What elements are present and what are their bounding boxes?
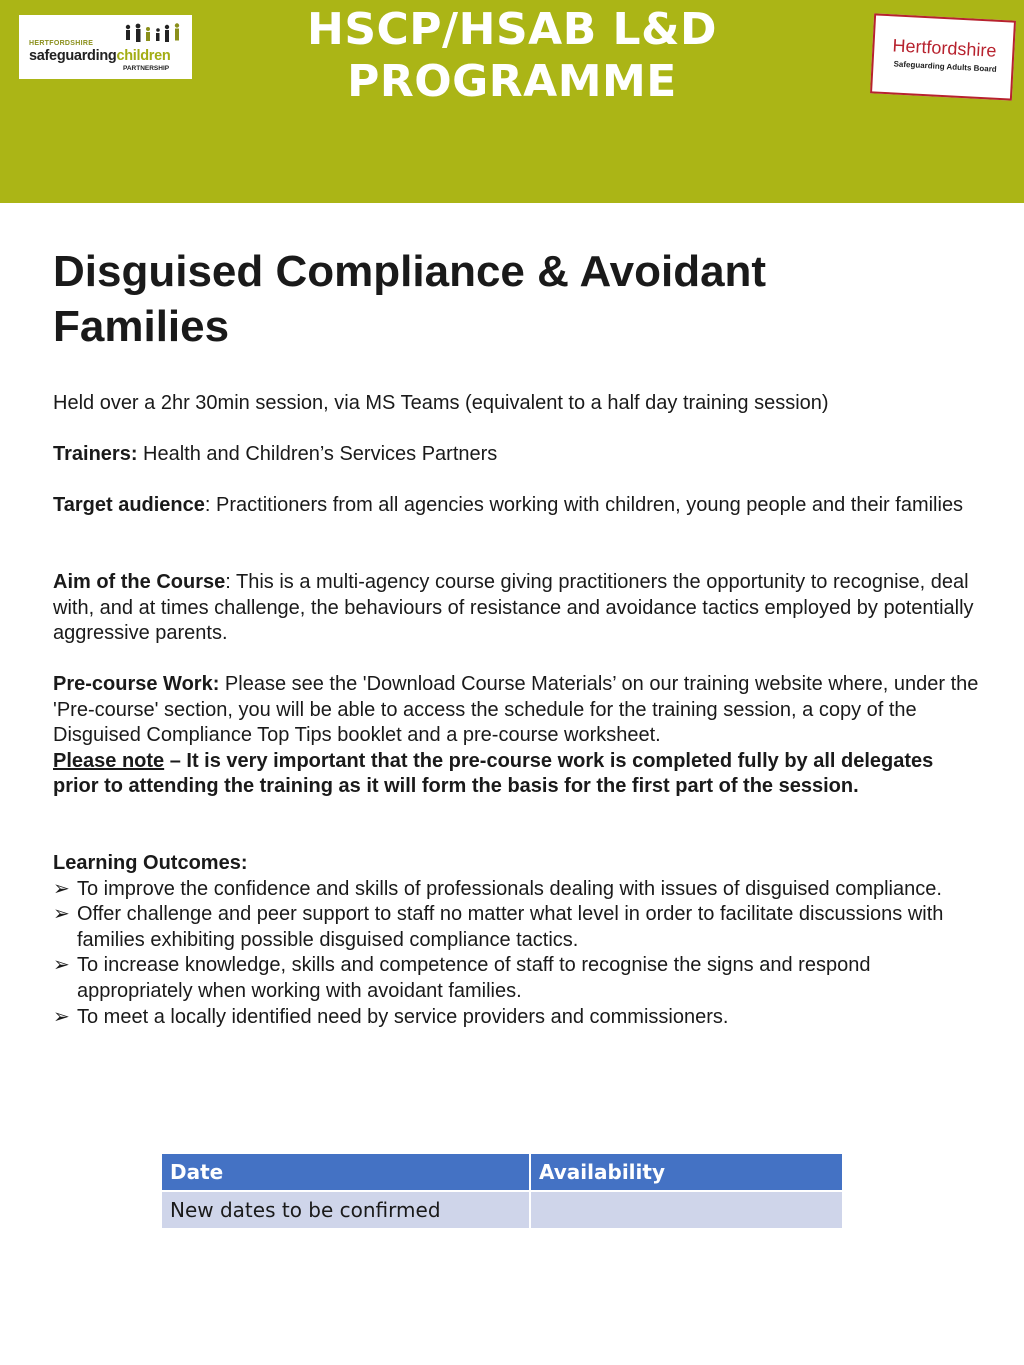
arrow-bullet-icon: ➢ [53, 877, 70, 900]
audience-info [53, 493, 983, 519]
list-item-text: Offer challenge and peer support to staff no matter what level in order to facilitate discussions with families exhibiting possible disguised compliance tactics. [77, 903, 944, 951]
logo-left-main-a: safeguarding [29, 48, 117, 64]
safeguarding-adults-board-logo [870, 13, 1016, 100]
course-dates-table [160, 1152, 844, 1230]
header-title-line1: HSCP/HSAB L&D [307, 4, 717, 55]
logo-left-sub: PARTNERSHIP [123, 65, 170, 72]
list-item-text: To meet a locally identified need by service providers and commissioners. [77, 1005, 729, 1028]
trainers-value: Health and Children’s Services Partners [137, 443, 498, 465]
list-item [53, 877, 983, 903]
logo-right-sub: Safeguarding Adults Board [893, 59, 997, 74]
table-row [161, 1191, 843, 1229]
learning-outcomes-list [53, 877, 983, 1031]
logo-right-main: Hertfordshire [892, 35, 997, 61]
precourse-info [53, 672, 983, 800]
note-value: – It is very important that the pre-course work is completed fully by all delegates prior to attending the training as it will form the basis for the first part of the session. [53, 749, 934, 798]
precourse-label: Pre-course Work: [53, 673, 220, 695]
aim-info [53, 570, 983, 647]
page-title [53, 244, 953, 354]
availability-cell [530, 1191, 843, 1229]
list-item [53, 1005, 983, 1031]
trainers-label: Trainers: [53, 443, 138, 465]
table-header-row [161, 1153, 843, 1191]
page-title-line1: Disguised Compliance & Avoidant [53, 247, 767, 296]
logo-left-small: HERTFORDSHIRE [29, 40, 94, 47]
list-item-text: To improve the confidence and skills of professionals dealing with issues of disguised compliance. [77, 877, 942, 900]
session-info: Held over a 2hr 30min session, via MS Teams (equivalent to a half day training session) [53, 392, 829, 414]
availability-column-header: Availability [530, 1153, 843, 1191]
list-item [53, 902, 983, 953]
note-label: Please note [53, 749, 165, 772]
precourse-value: Please see the 'Download Course Materials’ on our training website where, under the 'Pre-course' section, you will be able to access the schedule for the training session, a copy of the Disguised Compliance Top Tips booklet and a pre-course worksheet. [53, 673, 979, 747]
date-cell: New dates to be confirmed [161, 1191, 530, 1229]
logo-left-main-b: children [116, 48, 171, 64]
arrow-bullet-icon: ➢ [53, 903, 70, 926]
arrow-bullet-icon: ➢ [53, 1005, 70, 1028]
list-item [53, 953, 983, 1004]
audience-label: Target audience [53, 494, 205, 516]
learning-outcomes-heading: Learning Outcomes: [53, 852, 248, 874]
list-item-text: To increase knowledge, skills and competence of staff to recognise the signs and respond appropriately when working with avoidant families. [77, 954, 871, 1002]
date-column-header: Date [161, 1153, 530, 1191]
aim-value: : This is a multi-agency course giving practitioners the opportunity to recognise, deal with, and at times challenge, the behaviours of resistance and avoidance tactics employed by potentially aggressive parents. [53, 571, 974, 645]
trainers-info [53, 442, 983, 468]
arrow-bullet-icon: ➢ [53, 954, 70, 977]
aim-label: Aim of the Course [53, 571, 226, 593]
page-title-line2: Families [53, 302, 230, 351]
audience-value: : Practitioners from all agencies working with children, young people and their families [204, 494, 964, 516]
learning-outcomes [53, 851, 983, 1030]
header-title-line2: PROGRAMME [347, 56, 677, 107]
